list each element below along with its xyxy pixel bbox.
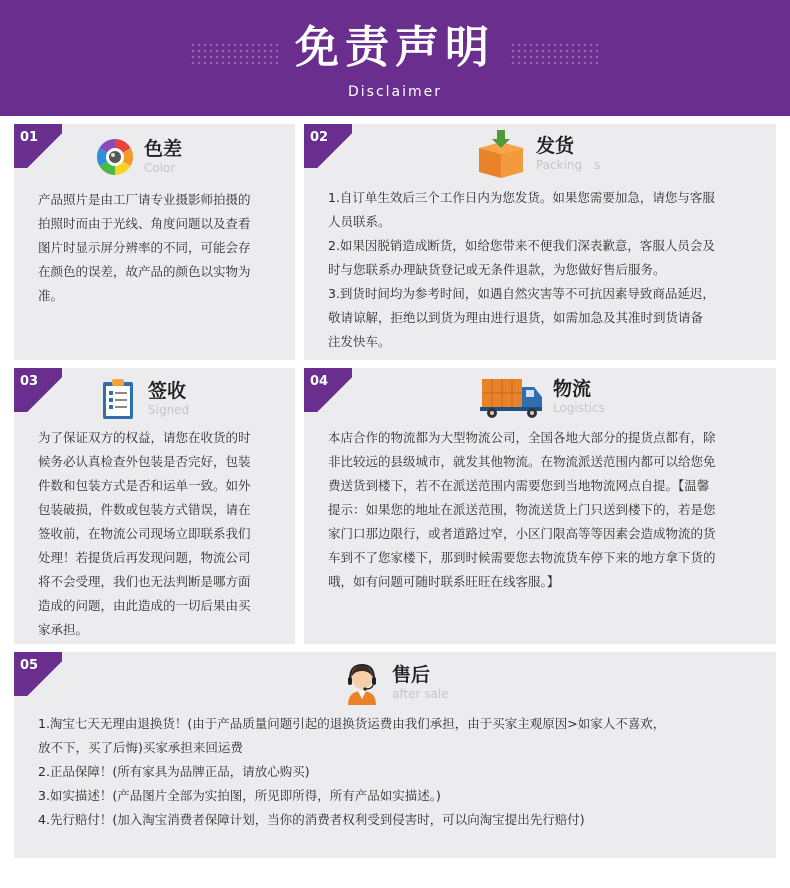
text-line: 为了保证双方的权益，请您在收货的时 [38,430,251,445]
card-number: 05 [20,658,39,673]
page-title: 免责声明 [295,22,495,73]
card-subtitle: Signed [148,403,190,417]
card-subtitle: after sale [392,687,449,701]
text-line: 车到不了您家楼下，那到时候需要您去物流货车停下来的地方拿下货的 [328,550,716,565]
card-number: 04 [310,374,329,389]
card-body [38,712,773,832]
text-line: 哦，如有问题可随时联系旺旺在线客服。】 [328,574,560,589]
card-number-badge [14,124,62,168]
text-line: 放不下，买了后悔)买家承担来回运费 [38,740,243,755]
text-line: 提示：如果您的地址在派送范围，物流送货上门只送到楼下的，若是您 [328,502,716,517]
card-number-badge [14,652,62,696]
card-shipping [304,124,776,360]
text-line: 将不会受理，我们也无法判断是哪方面 [38,574,251,589]
text-line: 时与您联系办理缺货登记或无条件退款，为您做好售后服务。 [328,262,666,277]
card-number-badge [14,368,62,412]
text-line: 非比较远的县级城市，就发其他物流。在物流派送范围内都可以给您免 [328,454,716,469]
card-number: 02 [310,130,329,145]
text-line: 敬请谅解，拒绝以到货为理由进行退货，如需加急及其准时到货请备 [328,310,704,325]
card-after-sale [14,652,776,858]
card-subtitle-extra: s [594,158,601,172]
text-line: 图片时显示屏分辨率的不同，可能会存 [38,240,251,255]
card-subtitle: Color [144,161,176,175]
card-subtitle: Logistics [553,401,605,415]
delivery-truck-icon [479,374,545,420]
package-box-icon [474,128,528,180]
text-line: 费送货到楼下，若不在派送范围内需要您到当地物流网点自提。【温馨 [328,478,710,493]
card-body [328,186,773,354]
card-title: 签收 [148,380,187,402]
text-line: 家门口那边限行，或者道路过窄，小区门限高等等因素会造成物流的货 [328,526,716,541]
card-title: 物流 [553,378,592,400]
text-line: 注发快车。 [328,334,391,349]
text-line: 本店合作的物流都为大型物流公司，全国各地大部分的提货点都有，除 [328,430,716,445]
card-body [38,188,288,308]
card-number-badge [304,124,352,168]
text-line: 包装破损，件数或包装方式错误，请在 [38,502,251,517]
card-body [38,426,293,642]
text-line: 1.淘宝七天无理由退换货！(由于产品质量问题引起的退换货运费由我们承担，由于买家主观原因>如家人不喜欢， [38,716,666,731]
page-subtitle: Disclaimer [347,84,443,100]
text-line: 3.到货时间均为参考时间，如遇自然灾害等不可抗因素导致商品延迟， [328,286,715,301]
text-line: 人员联系。 [328,214,391,229]
card-number: 01 [20,130,39,145]
card-title: 色差 [144,138,183,160]
card-sign-receipt [14,368,295,644]
text-line: 在颜色的误差，故产品的颜色以实物为 [38,264,251,279]
card-color-difference [14,124,295,360]
customer-service-headset-icon [340,660,384,706]
card-number-badge [304,368,352,412]
text-line: 2.如果因脱销造成断货，如给您带来不便我们深表歉意，客服人员会及 [328,238,715,253]
text-line: 2.正品保障！(所有家具为品牌正品，请放心购买) [38,764,310,779]
text-line: 件数和包装方式是否和运单一致。如外 [38,478,251,493]
text-line: 产品照片是由工厂请专业摄影师拍摄的 [38,192,251,207]
header-banner [0,0,790,116]
card-logistics [304,368,776,644]
text-line: 处理！若提货后再发现问题，物流公司 [38,550,251,565]
text-line: 造成的问题，由此造成的一切后果由买 [38,598,251,613]
text-line: 家承担。 [38,622,89,637]
color-wheel-camera-icon [94,136,136,178]
clipboard-checklist-icon [96,376,140,422]
text-line: 1.自订单生效后三个工作日内为您发货。如果您需要加急，请您与客服 [328,190,715,205]
text-line: 3.如实描述！(产品图片全部为实拍图，所见即所得，所有产品如实描述。) [38,788,441,803]
text-line: 拍照时而由于光线、角度问题以及查看 [38,216,251,231]
card-title: 售后 [392,664,431,686]
text-line: 签收前，在物流公司现场立即联系我们 [38,526,251,541]
text-line: 准。 [38,288,64,303]
text-line: 候务必认真检查外包装是否完好，包装 [38,454,251,469]
card-title: 发货 [536,135,575,157]
text-line: 4.先行赔付！(加入淘宝消费者保障计划，当你的消费者权利受到侵害时，可以向淘宝提出先行赔付) [38,812,585,827]
card-number: 03 [20,374,39,389]
card-subtitle: Packing [536,158,583,172]
card-body [328,426,773,594]
